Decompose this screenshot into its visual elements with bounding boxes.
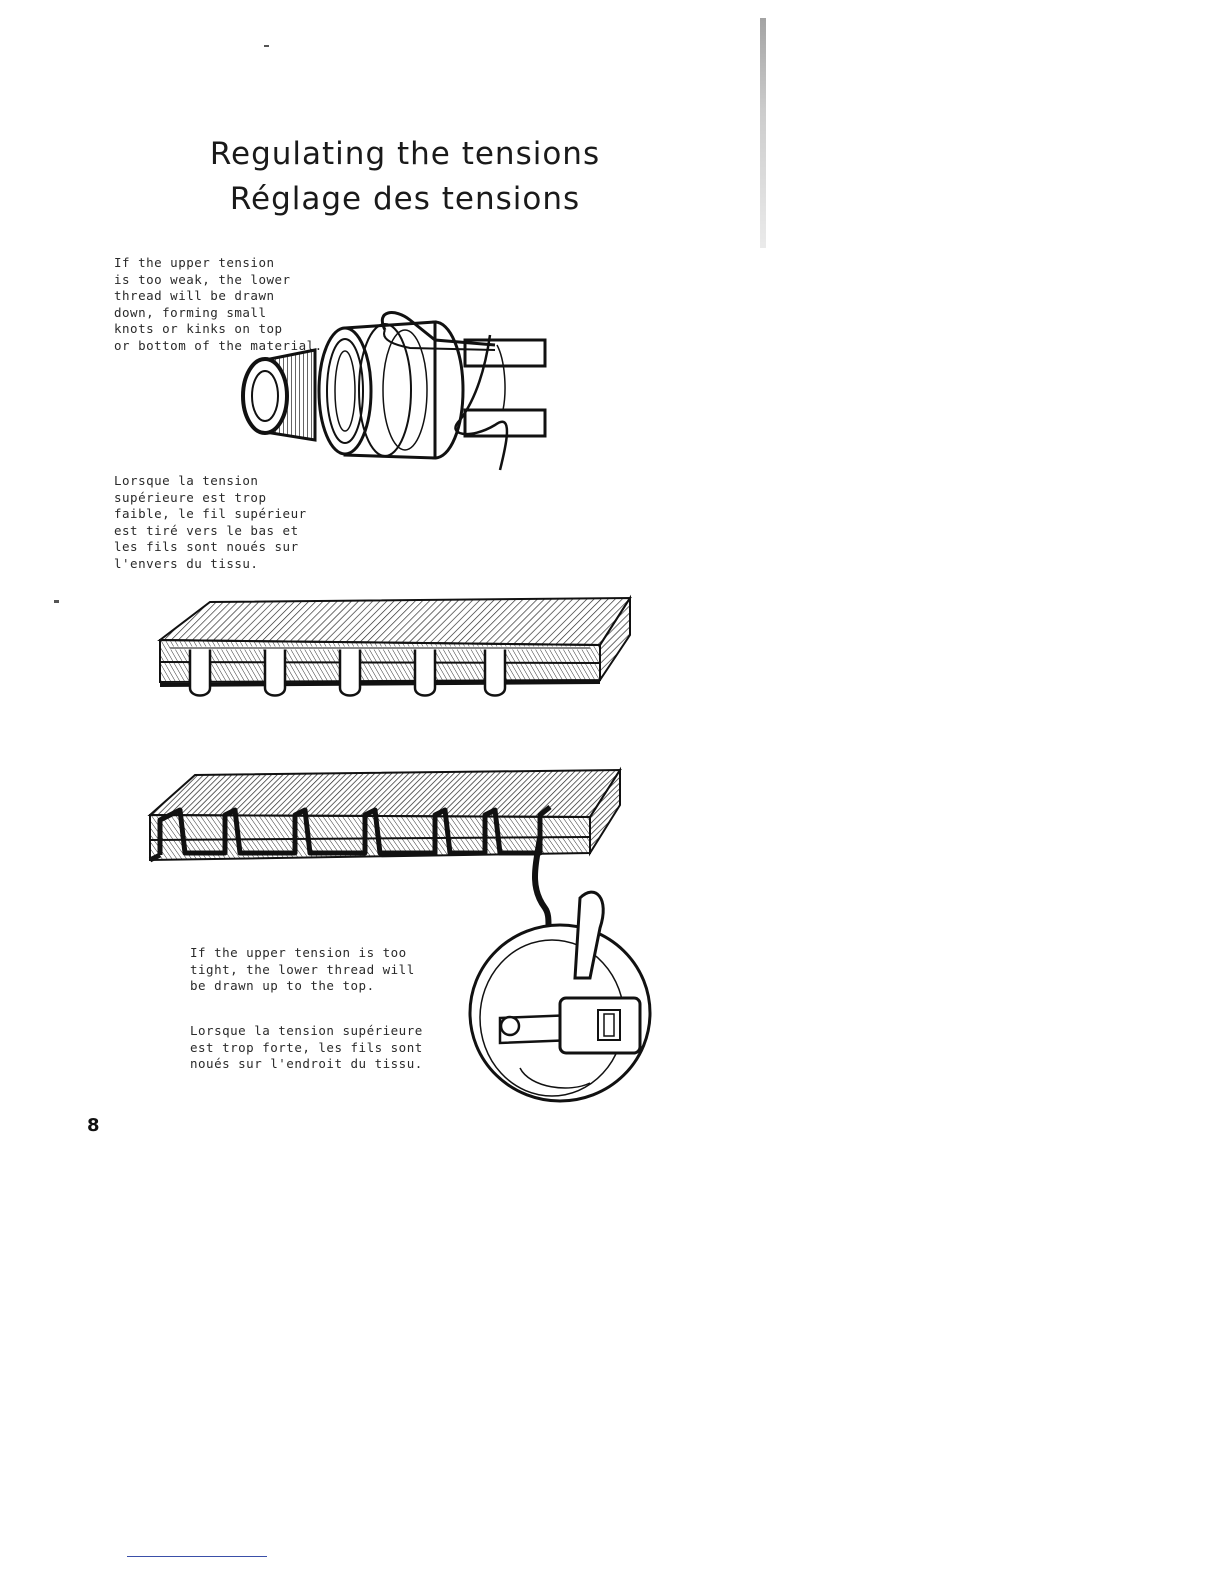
scan-speck [54, 600, 59, 603]
page-number: 8 [87, 1115, 100, 1136]
weak-tension-text-english: If the upper tension is too weak, the lower thread will be drawn down, forming small knots or kinks on top or bottom of the material. [114, 255, 323, 353]
tight-tension-text-english: If the upper tension is too tight, the lower thread will be drawn up to the top. [190, 945, 415, 993]
tension-dial-illustration [235, 300, 565, 490]
page-title-french: Réglage des tensions [229, 181, 581, 217]
scan-speck [264, 45, 269, 47]
weak-tension-text-french: Lorsque la tension supérieure est trop faible, le fil supérieur est tiré vers le bas et les fils sont noués sur l'envers du tissu. [114, 473, 307, 571]
bobbin-case-illustration [460, 838, 660, 1108]
scan-edge-shadow [760, 18, 766, 248]
page-title-english: Regulating the tensions [209, 136, 601, 172]
fabric-stitch-weak-illustration [150, 590, 635, 705]
footer-rule [127, 1556, 267, 1557]
tight-tension-text-french: Lorsque la tension supérieure est trop forte, les fils sont noués sur l'endroit du tissu. [190, 1023, 423, 1071]
